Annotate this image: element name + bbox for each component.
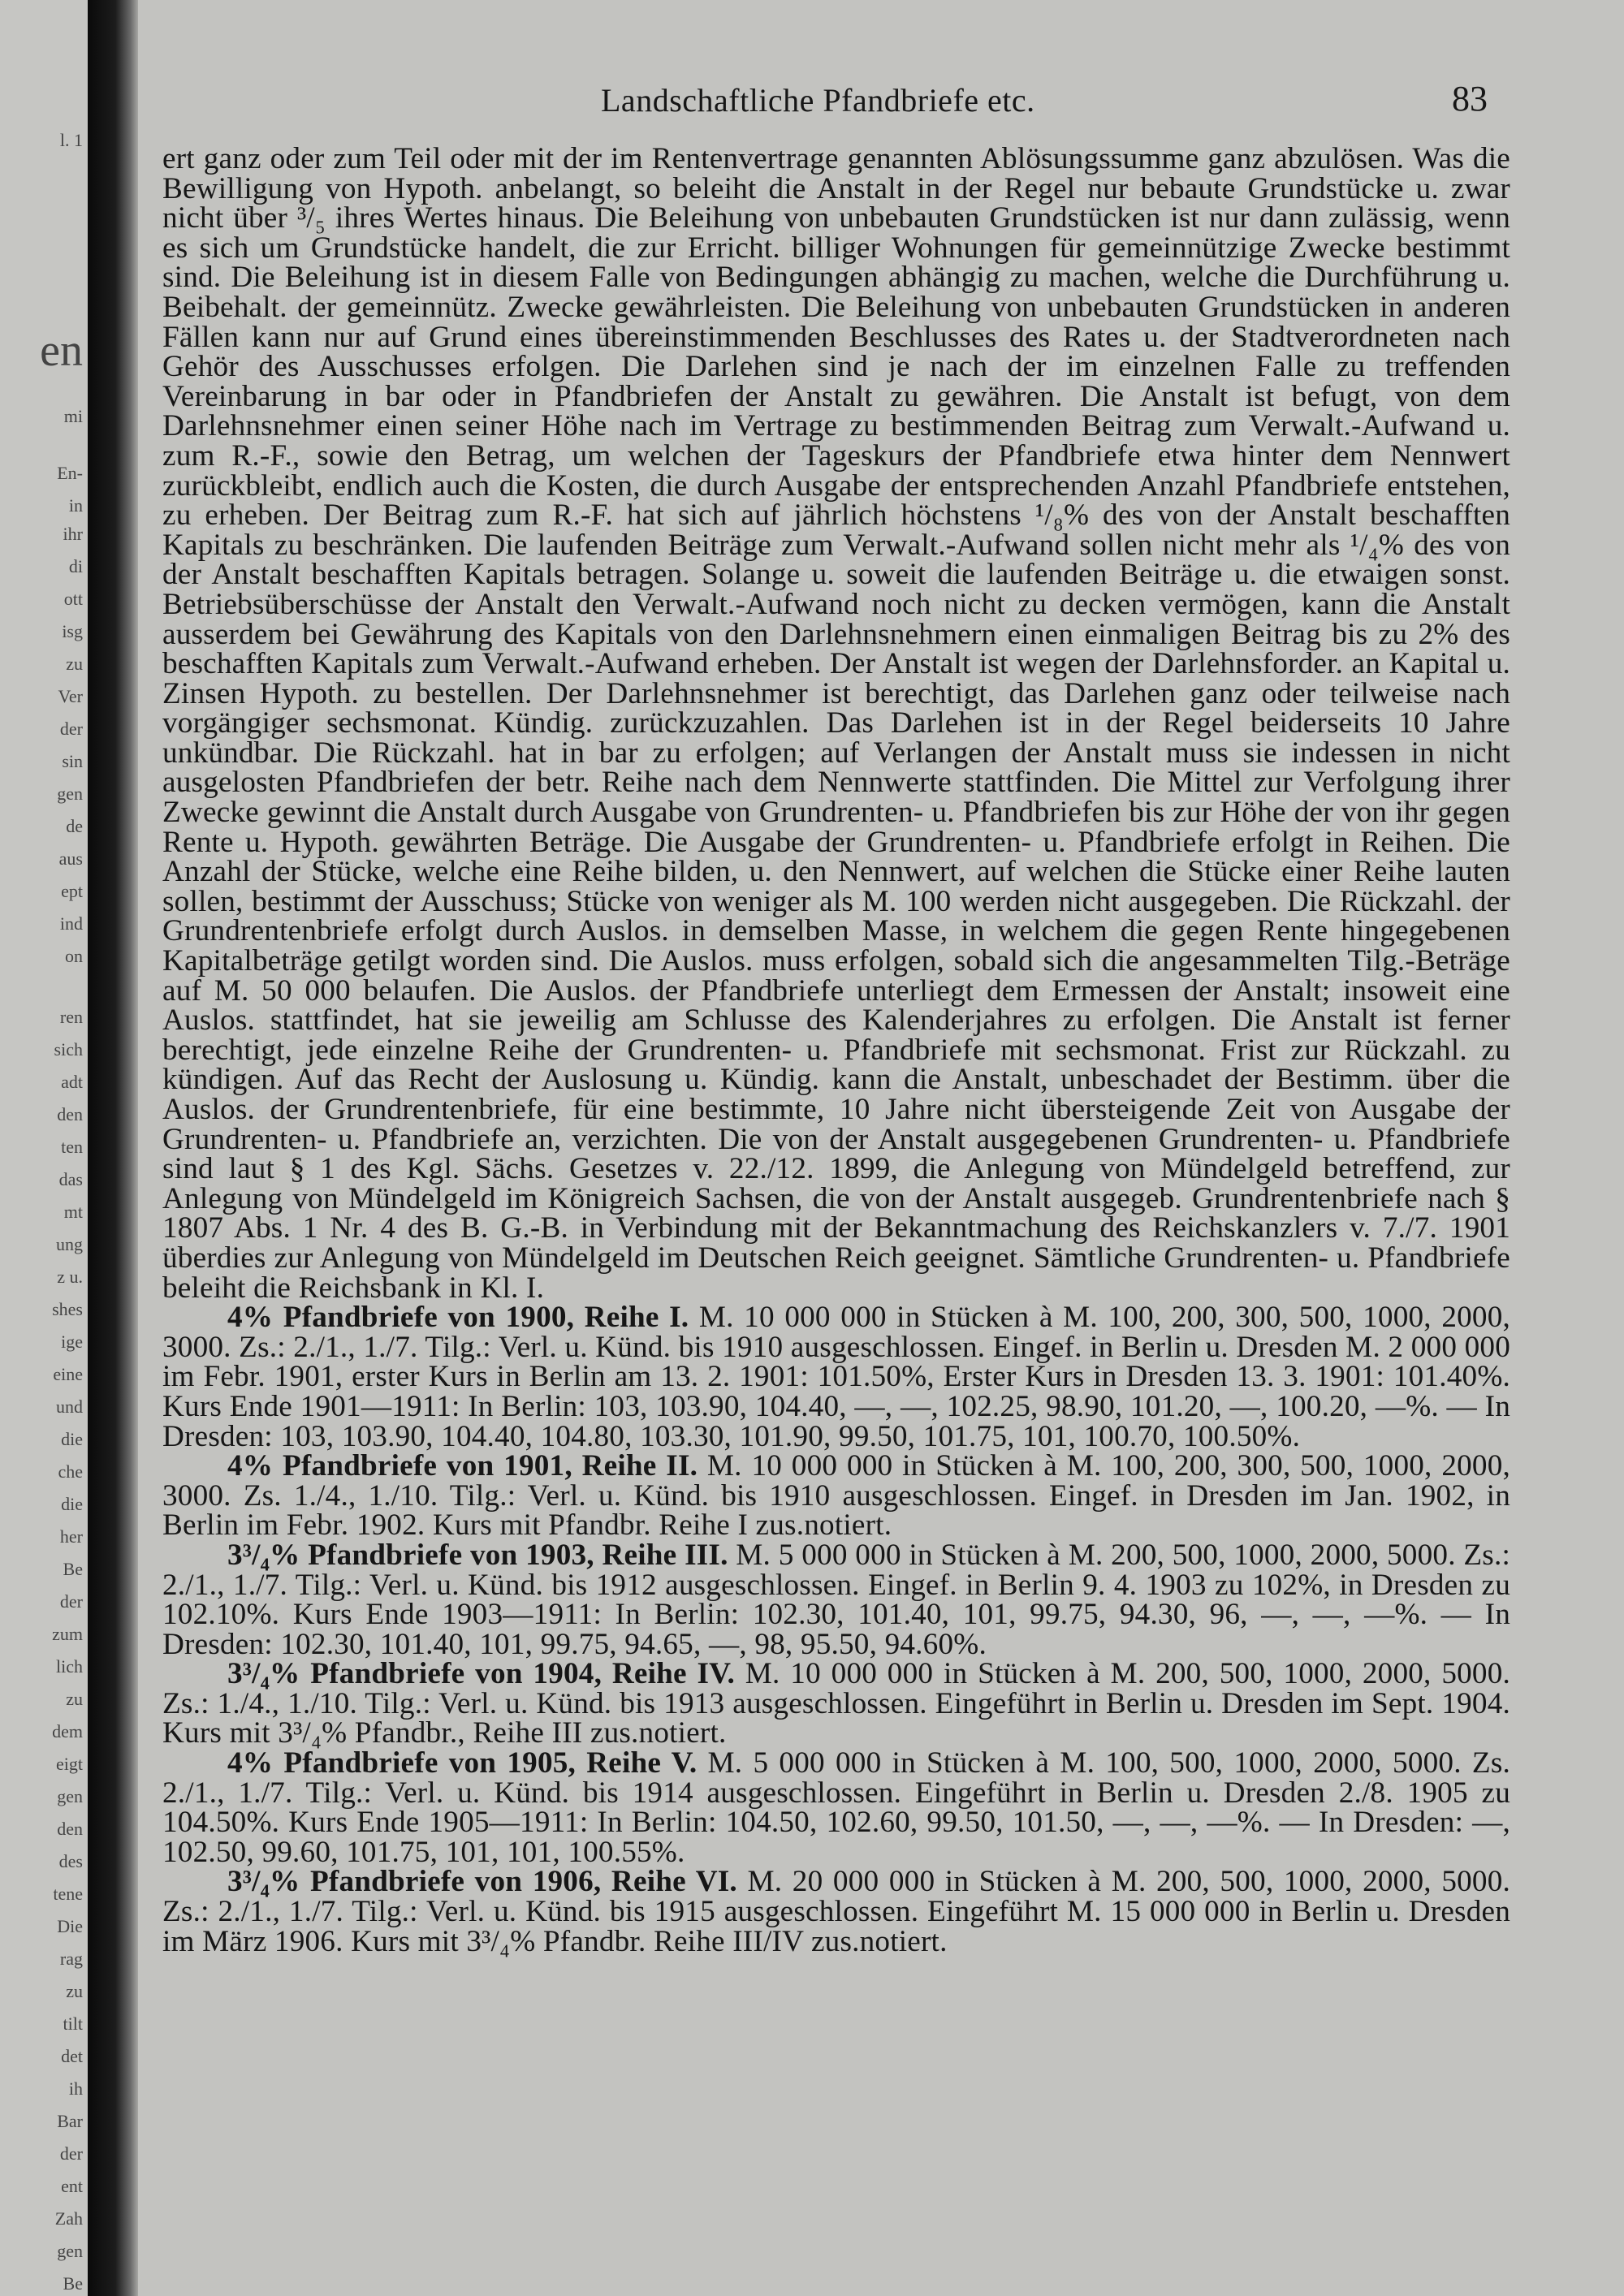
facing-page-fragment: der: [59, 719, 83, 739]
facing-page-fragment: her: [59, 1526, 83, 1547]
facing-page-fragment: mt: [63, 1202, 83, 1222]
bond-entry-heading: 3³/₄% Pfandbriefe von 1903, Reihe III.: [227, 1538, 728, 1572]
facing-page-fragment: en: [40, 326, 83, 376]
facing-page-fragment: und: [56, 1396, 83, 1417]
facing-page-fragment: de: [66, 816, 83, 836]
bond-entry-text: M. 10 000 000 in Stücken à M. 200, 500, 1000, 2000, 5000. Zs.: 1./4., 1./10. Tilg.: Verl. u. Künd. bis 1913 ausgeschlossen. Eingeführt in Berlin u. Dresden im Sept. 1904. Kurs mit 3³/₄% Pfandbr., Reihe III zus.notiert.: [162, 1657, 1510, 1750]
bond-entry-text: M. 10 000 000 in Stücken à M. 100, 200, 300, 500, 1000, 2000, 3000. Zs. 1./4., 1./10. Tilg.: Verl. u. Künd. bis 1910 ausgeschlossen. Eingef. in Dresden im Jan. 1902, in Berlin im Febr. 1902. Kurs mit Pfandbr. Reihe I zus.notiert.: [162, 1449, 1510, 1543]
facing-page-fragment: Die: [57, 1916, 83, 1936]
facing-page-fragment: sin: [62, 751, 83, 771]
facing-page-fragment: ten: [61, 1137, 83, 1157]
facing-page-fragment: on: [65, 946, 83, 966]
facing-page-fragment: tilt: [63, 2013, 83, 2034]
bond-entry-heading: 3³/₄% Pfandbriefe von 1904, Reihe IV.: [227, 1657, 735, 1691]
facing-page-fragment: z u.: [57, 1267, 83, 1287]
body-text: [162, 142, 1510, 1958]
facing-page-fragment: in: [68, 495, 83, 516]
facing-page-fragment: Zah: [54, 2208, 83, 2229]
book-gutter: [88, 0, 138, 2296]
facing-page-fragment: zu: [66, 1981, 83, 2001]
facing-page-fragment: ren: [59, 1007, 83, 1027]
facing-page-fragment: sich: [54, 1039, 83, 1060]
facing-page-fragment: eine: [53, 1364, 83, 1384]
bond-entry-text: M. 20 000 000 in Stücken à M. 200, 500, 1000, 2000, 5000. Zs.: 2./1., 1./7. Tilg.: Verl. u. Künd. bis 1915 ausgeschlossen. Eingeführt M. 15 000 000 in Berlin u. Dresden im März 1906. Kurs mit 3³/₄% Pfandbr. Reihe III/IV zus.notiert.: [162, 1865, 1510, 1958]
bond-entry: [162, 1303, 1510, 1452]
facing-page-fragment: l. 1: [59, 130, 83, 150]
facing-page-fragment: der: [59, 2143, 83, 2164]
bond-entry: [162, 1449, 1510, 1543]
facing-page-fragment: di: [68, 556, 83, 576]
book-page: [138, 0, 1624, 2296]
facing-page-fragment: des: [58, 1851, 83, 1871]
facing-page-fragment: che: [58, 1461, 83, 1482]
facing-page-fragment: ind: [59, 913, 83, 934]
bond-entry-list: [162, 1303, 1510, 1957]
facing-page-fragment: zu: [66, 654, 83, 674]
facing-page-fragment: lich: [56, 1656, 83, 1677]
facing-page-fragment: Ver: [58, 686, 83, 706]
facing-page-fragment: ih: [68, 2078, 83, 2099]
facing-page-fragment: rag: [59, 1949, 83, 1969]
bond-entry-text: M. 5 000 000 in Stücken à M. 100, 500, 1000, 2000, 5000. Zs. 2./1., 1./7. Tilg.: Verl. u. Künd. bis 1914 ausgeschlossen. Eingeführt in Berlin u. Dresden 2./8. 1905 zu 104.50%. Kurs Ende 1905—1911: In Berlin: 104.50, 102.60, 99.50, 101.50, —, —, —%. — In Dresden: —, 102.50, 99.60, 101.75, 101, 101, 100.55%.: [162, 1746, 1510, 1869]
facing-page-fragment: ept: [61, 881, 83, 901]
intro-paragraph: ert ganz oder zum Teil oder mit der im Rentenvertrage genannten Ablösungssumme ganz abzulösen. Was die Bewilligung von Hypoth. anbelangt, so beleiht die Anstalt in der Regel nur bebaute Grundstücke u. zwar nicht über ³/₅ ihres Wertes hinaus. Die Beleihung von unbebauten Grundstücken ist nur dann zulässig, wenn es sich um Grundstücke handelt, die zur Erricht. billiger Wohnungen für gemeinnützige Zwecke bestimmt sind. Die Beleihung ist in diesem Falle von Bedingungen abhängig zu machen, welche die Durchführung u. Beibehalt. der gemeinnütz. Zwecke gewährleisten. Die Beleihung von unbebauten Grundstücken in anderen Fällen kann nur auf Grund eines übereinstimmenden Beschlusses des Rates u. der Stadtverordneten nach Gehör des Ausschusses erfolgen. Die Darlehen sind je nach der im einzelnen Falle zu treffenden Vereinbarung in bar oder in Pfandbriefen der Anstalt zu gewähren. Die Anstalt ist befugt, von dem Darlehnsnehmer einen seiner Höhe nach im Vertrage zu bestimmenden Beitrag zum Verwalt.-Aufwand u. zum R.-F., sowie den Betrag, um welchen der Tageskurs der Pfandbriefe etwa hinter dem Nennwert zurückbleibt, endlich auch die Kosten, die durch Ausgabe der entsprechenden Anzahl Pfandbriefe entstehen, zu erheben. Der Beitrag zum R.-F. hat sich auf jährlich höchstens ¹/₈% des von der Anstalt beschafften Kapitals zu beschränken. Die laufenden Beiträge zum Verwalt.-Aufwand sollen nicht mehr als ¹/₄% des von der Anstalt beschafften Kapitals betragen. Solange u. soweit die laufenden Beiträge u. die etwaigen sonst. Betriebsüberschüsse der Anstalt den Verwalt.-Aufwand noch nicht zu decken vermögen, kann die Anstalt ausserdem bei Gewährung des Kapitals von den Darlehnsnehmern einen einmaligen Beitrag bis zu 2% des beschafften Kapitals zum Verwalt.-Aufwand erheben. Der Anstalt ist wegen der Darlehnsforder. an Kapital u. Zinsen Hypoth. zu bestellen. Der Darlehnsnehmer ist berechtigt, das Darlehen ganz oder teilweise nach vorgängiger sechsmonat. Kündig. zurückzuzahlen. Das Darlehen ist in der Regel beiderseits 10 Jahre unkündbar. Die Rückzahl. hat in bar zu erfolgen; auf Verlangen der Anstalt muss sie indessen in nicht ausgelosten Pfandbriefen der betr. Reihe nach dem Nennwerte stattfinden. Die Mittel zur Verfolgung ihrer Zwecke gewinnt die Anstalt durch Ausgabe von Grundrenten- u. Pfandbriefen bis zur Höhe der von ihr gegen Rente u. Hypoth. gewährten Beträge. Die Ausgabe der Grundrenten- u. Pfandbriefe erfolgt in Reihen. Die Anzahl der Stücke, welche eine Reihe bilden, u. den Nennwert, auf welchen die Stücke einer Reihe lauten sollen, bestimmt der Ausschuss; Stücke von weniger als M. 100 werden nicht ausgegeben. Die Rückzahl. der Grundrentenbriefe erfolgt durch Auslos. in demselben Masse, in welchem die gegen Rente hingegebenen Kapitalbeträge getilgt worden sind. Die Auslos. muss erfolgen, sobald sich die angesammelten Tilg.-Beträge auf M. 50 000 belaufen. Die Auslos. der Pfandbriefe unterliegt dem Ermessen der Anstalt; insoweit eine Auslos. stattfindet, hat sie jeweilig am Schlusse des Kalenderjahres zu erfolgen. Die Anstalt ist ferner berechtigt, jede einzelne Reihe der Grundrenten- u. Pfandbriefe mit sechsmonat. Frist zur Rückzahl. zu kündigen. Auf das Recht der Auslosung u. Kündig. kann die Anstalt, unbeschadet der Bestimm. über die Auslos. der Grundrentenbriefe, für eine bestimmte, 10 Jahre nicht übersteigende Zeit von Ausgabe der Grundrenten- u. Pfandbriefe an, verzichten. Die von der Anstalt ausgegebenen Grundrenten- u. Pfandbriefe sind laut § 1 des Kgl. Sächs. Gesetzes v. 22./12. 1899, die Anlegung von Mündelgeld betreffend, zur Anlegung von Mündelgeld im Königreich Sachsen, die von der Anstalt ausgegeb. Grundrentenbriefe nach § 1807 Abs. 1 Nr. 4 des B. G.-B. in Verbindung mit der Bekanntmachung des Reichskanzlers v. 7./7. 1901 überdies zur Anlegung von Mündelgeld im Deutschen Reich geeignet. Sämtliche Grundrenten- u. Pfandbriefe beleiht die Reichsbank in Kl. I.: [162, 142, 1510, 1305]
bond-entry: [162, 1746, 1510, 1869]
bond-entry: [162, 1538, 1510, 1661]
facing-page-fragment: ung: [56, 1234, 83, 1254]
facing-page-fragment: ige: [61, 1331, 83, 1352]
bond-entry-heading: 4% Pfandbriefe von 1901, Reihe II.: [227, 1449, 698, 1483]
page-number: 83: [1452, 79, 1488, 119]
facing-page-fragment: ent: [61, 2176, 83, 2196]
facing-page-fragment: eigt: [56, 1754, 83, 1774]
facing-page-fragment: det: [61, 2046, 83, 2066]
bond-entry: [162, 1867, 1510, 1957]
facing-page-fragment: tene: [53, 1884, 83, 1904]
facing-page-fragment: En-: [57, 463, 83, 483]
bond-entry-text: M. 10 000 000 in Stücken à M. 100, 200, 300, 500, 1000, 2000, 3000. Zs.: 2./1., 1./7. Tilg.: Verl. u. Künd. bis 1910 ausgeschlossen. Eingef. in Berlin u. Dresden M. 2 000 000 im Febr. 1901, erster Kurs in Berlin am 13. 2. 1901: 101.50%, Erster Kurs in Dresden 13. 3. 1901: 101.40%. Kurs Ende 1901—1911: In Berlin: 103, 103.90, 104.40, —, —, 102.25, 98.90, 101.20, —, 100.20, —%. — In Dresden: 103, 103.90, 104.40, 104.80, 103.30, 101.90, 99.50, 101.75, 101, 100.70, 100.50%.: [162, 1301, 1510, 1453]
facing-page-fragment: den: [57, 1819, 83, 1839]
facing-page-fragment: ott: [63, 589, 83, 609]
facing-page-fragment: das: [58, 1169, 83, 1189]
bond-entry-heading: 3³/₄% Pfandbriefe von 1906, Reihe VI.: [227, 1865, 737, 1899]
facing-page-fragment: dem: [52, 1721, 83, 1741]
facing-page-fragment: isg: [62, 621, 83, 641]
facing-page-fragment: ihr: [63, 524, 83, 544]
facing-page-fragment: aus: [58, 848, 83, 869]
facing-page-fragment: gen: [57, 2241, 83, 2261]
facing-page-fragment: zu: [66, 1689, 83, 1709]
facing-page-fragment: gen: [57, 1786, 83, 1806]
bond-entry-heading: 4% Pfandbriefe von 1905, Reihe V.: [227, 1746, 698, 1780]
facing-page-fragment: der: [59, 1591, 83, 1612]
facing-page-fragment: shes: [52, 1299, 83, 1319]
facing-page-fragment: gen: [57, 783, 83, 804]
bond-entry-heading: 4% Pfandbriefe von 1900, Reihe I.: [227, 1301, 689, 1335]
facing-page-fragment: die: [61, 1494, 83, 1514]
bond-entry: [162, 1659, 1510, 1749]
facing-page-fragment: adt: [61, 1072, 83, 1092]
bond-entry-text: M. 5 000 000 in Stücken à M. 200, 500, 1000, 2000, 5000. Zs.: 2./1., 1./7. Tilg.: Verl. u. Künd. bis 1912 ausgeschlossen. Eingef. in Berlin 9. 4. 1903 zu 102%, in Dresden zu 102.10%. Kurs Ende 1903—1911: In Berlin: 102.30, 101.40, 101, 99.75, 94.30, 96, —, —, —%. — In Dresden: 102.30, 101.40, 101, 99.75, 94.65, —, 98, 95.50, 94.60%.: [162, 1538, 1510, 1661]
facing-page-fragment: zum: [52, 1624, 83, 1644]
facing-page-fragment: Bar: [57, 2111, 83, 2131]
facing-page-fragment: Be: [63, 2273, 83, 2294]
facing-page-fragment: die: [61, 1429, 83, 1449]
facing-page-fragment: den: [57, 1104, 83, 1124]
facing-page-fragment: mi: [63, 406, 83, 426]
running-head: Landschaftliche Pfandbriefe etc.: [601, 82, 1035, 119]
facing-page-edge: [0, 0, 88, 2296]
facing-page-fragment: Be: [63, 1559, 83, 1579]
